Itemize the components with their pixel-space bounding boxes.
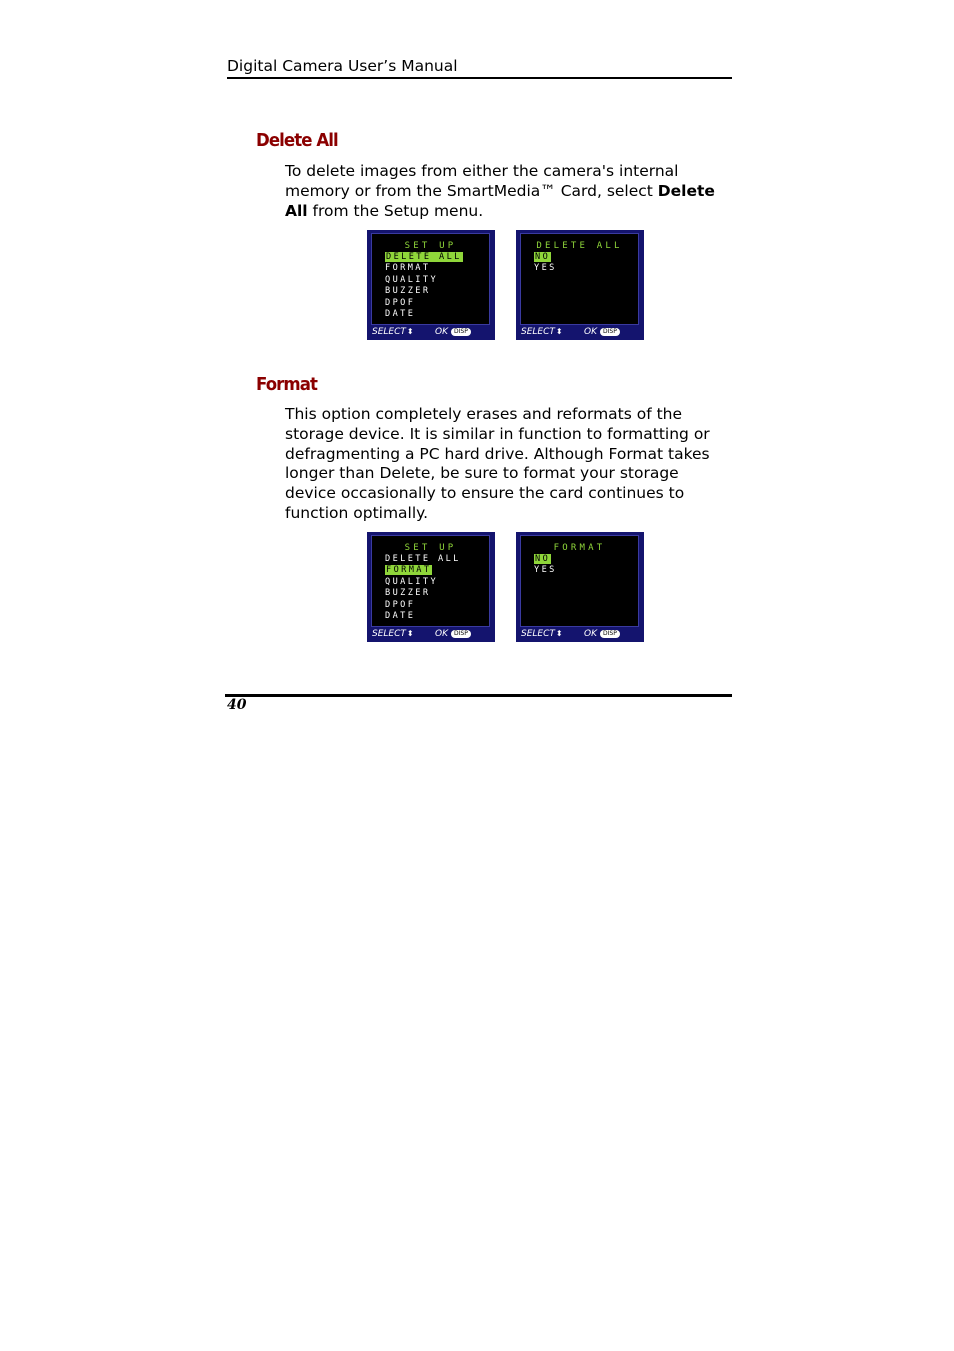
lcd-footer bbox=[367, 628, 495, 641]
lcd-menu-item bbox=[385, 252, 463, 263]
lcd-ok-hint: OK DISP bbox=[435, 327, 471, 337]
up-down-arrow-icon: ⬍ bbox=[555, 629, 563, 638]
lcd-menu-item bbox=[534, 252, 557, 263]
lcd-ok-hint: OK DISP bbox=[435, 629, 471, 639]
section-title-delete-all: Delete All bbox=[256, 130, 338, 151]
lcd-menu-item bbox=[385, 600, 461, 611]
lcd-menu-item-label: NO bbox=[535, 554, 551, 564]
disp-button-icon: DISP bbox=[451, 328, 471, 336]
header-rule bbox=[227, 77, 732, 79]
lcd-menu-item-label: DPOF bbox=[385, 599, 416, 610]
lcd-select-hint: SELECT⬍ bbox=[521, 327, 563, 337]
up-down-arrow-icon: ⬍ bbox=[406, 327, 414, 336]
lcd-screen-setup-delete-all bbox=[367, 230, 495, 340]
lcd-title: FORMAT bbox=[553, 543, 606, 553]
lcd-select-hint: SELECT⬍ bbox=[372, 629, 414, 639]
lcd-footer bbox=[516, 326, 644, 339]
delete-all-paragraph: To delete images from either the camera's internal memory or from the SmartMedia™ Card, select Delete All from the Setup menu. bbox=[285, 162, 715, 220]
lcd-menu-item-label: DATE bbox=[385, 308, 416, 319]
lcd-footer bbox=[516, 628, 644, 641]
lcd-menu-item-label: FORMAT bbox=[386, 565, 432, 576]
lcd-menu-item-label: FORMAT bbox=[385, 263, 431, 274]
section-title-format: Format bbox=[256, 374, 318, 395]
lcd-title: SET UP bbox=[404, 543, 457, 553]
lcd-menu-item-label: BUZZER bbox=[385, 286, 431, 297]
lcd-screen-setup-format bbox=[367, 532, 495, 642]
lcd-title: DELETE ALL bbox=[536, 241, 623, 251]
lcd-menu-item bbox=[385, 565, 461, 576]
lcd-menu-item bbox=[385, 577, 461, 588]
lcd-menu-item bbox=[385, 588, 461, 599]
disp-button-icon: DISP bbox=[600, 328, 620, 336]
lcd-menu-item bbox=[385, 611, 461, 622]
lcd-menu bbox=[534, 252, 557, 275]
lcd-menu-item bbox=[385, 298, 463, 309]
lcd-menu bbox=[534, 554, 557, 577]
lcd-menu-item-label: YES bbox=[534, 565, 557, 576]
lcd-menu-item-label: DELETE ALL bbox=[386, 252, 462, 262]
lcd-screen-format-confirm bbox=[516, 532, 644, 642]
up-down-arrow-icon: ⬍ bbox=[406, 629, 414, 638]
format-paragraph: This option completely erases and reformats of the storage device. It is similar in function to formatting or defragmenting a PC hard drive. Although Format takes longer than Delete, be sure to format your storage device occasionally to ensure the card continues to function optimally. bbox=[285, 405, 710, 522]
lcd-menu-item bbox=[385, 309, 463, 320]
lcd-menu-item bbox=[385, 275, 463, 286]
lcd-display bbox=[371, 535, 490, 627]
lcd-select-hint: SELECT⬍ bbox=[521, 629, 563, 639]
lcd-menu-item bbox=[385, 263, 463, 274]
lcd-menu-item bbox=[534, 565, 557, 576]
delete-all-emphasis: Delete All bbox=[285, 181, 715, 220]
lcd-ok-hint: OK DISP bbox=[584, 629, 620, 639]
lcd-menu-item-label: QUALITY bbox=[385, 274, 439, 285]
page-number: 40 bbox=[227, 697, 247, 713]
lcd-display bbox=[520, 233, 639, 325]
lcd-ok-hint: OK DISP bbox=[584, 327, 620, 337]
lcd-menu bbox=[385, 554, 461, 622]
lcd-menu-item-label: DATE bbox=[385, 610, 416, 621]
lcd-menu-item-label: BUZZER bbox=[385, 588, 431, 599]
lcd-menu-item-label: QUALITY bbox=[385, 576, 439, 587]
lcd-menu-item-label: NO bbox=[535, 252, 551, 262]
lcd-title: SET UP bbox=[404, 241, 457, 251]
running-header: Digital Camera User’s Manual bbox=[227, 57, 458, 75]
lcd-menu-item-label: YES bbox=[534, 263, 557, 274]
lcd-menu bbox=[385, 252, 463, 320]
lcd-menu-item bbox=[534, 554, 557, 565]
disp-button-icon: DISP bbox=[600, 630, 620, 638]
lcd-menu-item bbox=[385, 286, 463, 297]
lcd-menu-item bbox=[385, 554, 461, 565]
lcd-select-hint: SELECT⬍ bbox=[372, 327, 414, 337]
disp-button-icon: DISP bbox=[451, 630, 471, 638]
footer-rule bbox=[225, 694, 732, 697]
lcd-menu-item bbox=[534, 263, 557, 274]
lcd-display bbox=[520, 535, 639, 627]
lcd-display bbox=[371, 233, 490, 325]
up-down-arrow-icon: ⬍ bbox=[555, 327, 563, 336]
lcd-screen-delete-all-confirm bbox=[516, 230, 644, 340]
lcd-menu-item-label: DPOF bbox=[385, 297, 416, 308]
lcd-menu-item-label: DELETE ALL bbox=[385, 554, 461, 564]
lcd-footer bbox=[367, 326, 495, 339]
